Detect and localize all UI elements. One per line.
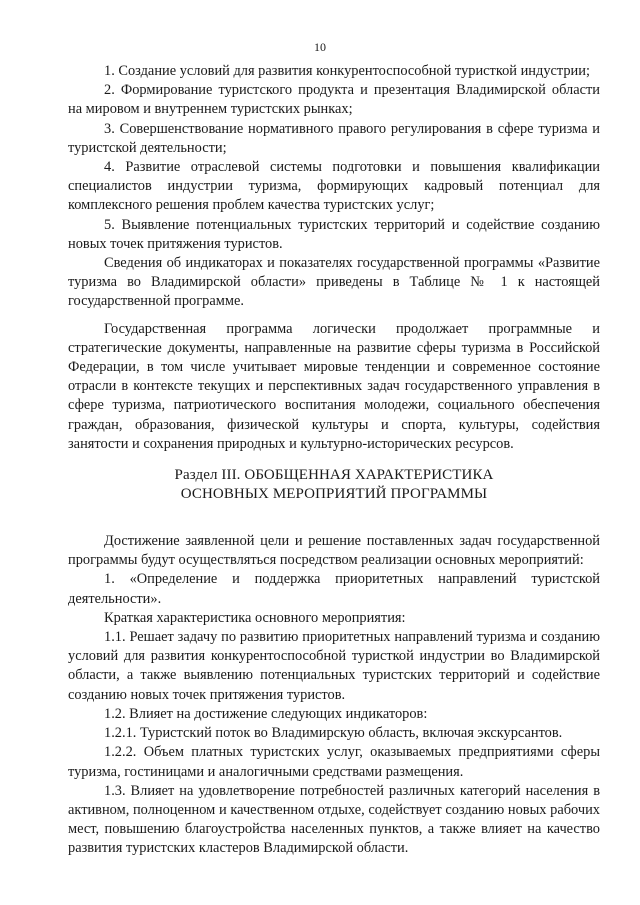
page-number: 10 — [314, 40, 326, 54]
list-item-4: 4. Развитие отраслевой системы подготовки и повышения квалификации специалистов индустрии туризма, формирующих кадровый потенциал для комплексного решения проблем качества туристских услуг; — [68, 159, 600, 214]
paragraph-indicators: Сведения об индикаторах и показателях государственной программы «Развитие туризма во Владимирской области» приведены в Таблице № 1 к настоящей государственной программе. — [68, 255, 600, 310]
measure-item-1-2-1: 1.2.1. Туристский поток во Владимирскую область, включая экскурсантов. — [104, 725, 563, 742]
list-item-3: 3. Совершенствование нормативного правого регулирования в сфере туризма и туристской деятельности; — [68, 120, 600, 156]
measure-item-1-2-2: 1.2.2. Объем платных туристских услуг, оказываемых предприятиями сферы туризма, гостиницами и аналогичными средствами размещения. — [68, 744, 600, 780]
measure-item-1: 1. «Определение и поддержка приоритетных направлений туристской деятельности». — [68, 571, 600, 607]
measure-item-1-3: 1.3. Влияет на удовлетворение потребностей различных категорий населения в активном, полноценном и качественном отдыхе, содействует созданию новых рабочих мест, повышению благоустройства населенных пунктов, а также влияет на качество развития туристских кластеров Владимирской области. — [68, 782, 600, 857]
measure-item-1-1: 1.1. Решает задачу по развитию приоритетных направлений туризма и созданию условий для развития конкурентоспособной туристкой индустрии во Владимирской области, а также выявлению потенциальных туристских территорий и содействие созданию новых точек притяжения туристов. — [68, 629, 600, 703]
section-heading-line-1: Раздел III. ОБОБЩЕННАЯ ХАРАКТЕРИСТИКА — [174, 467, 494, 484]
list-item-2: 2. Формирование туристского продукта и презентация Владимирской области на мировом и внутреннем туристских рынках; — [68, 82, 600, 118]
paragraph-program-logic: Государственная программа логически продолжает программные и стратегические документы, направленные на развитие сферы туризма в Российской Федерации, в том числе учитывает мировые тенденции и современное состояние отрасли в контексте текущих и перспективных задач государственного управления в сфере туризма, патриотического воспитания молодежи, социального обеспечения граждан, образования, физической культуры и спорта, культуры, содействия занятости и сохранения природных и культурно-исторических ресурсов. — [68, 320, 600, 452]
list-item-1: 1. Создание условий для развития конкурентоспособной туристкой индустрии; — [104, 63, 590, 79]
document-body — [68, 62, 600, 859]
list-item-5: 5. Выявление потенциальных туристских территорий и содействие созданию новых точек притяжения туристов. — [68, 216, 600, 252]
section-heading — [68, 466, 600, 504]
measure-item-1-2: 1.2. Влияет на достижение следующих индикаторов: — [104, 705, 428, 722]
brief-characteristic-label: Краткая характеристика основного мероприятия: — [104, 609, 406, 626]
paragraph-achievement: Достижение заявленной цели и решение поставленных задач государственной программы будут осуществляться посредством реализации основных мероприятий: — [68, 533, 600, 569]
section-heading-line-2: ОСНОВНЫХ МЕРОПРИЯТИЙ ПРОГРАММЫ — [180, 486, 488, 503]
